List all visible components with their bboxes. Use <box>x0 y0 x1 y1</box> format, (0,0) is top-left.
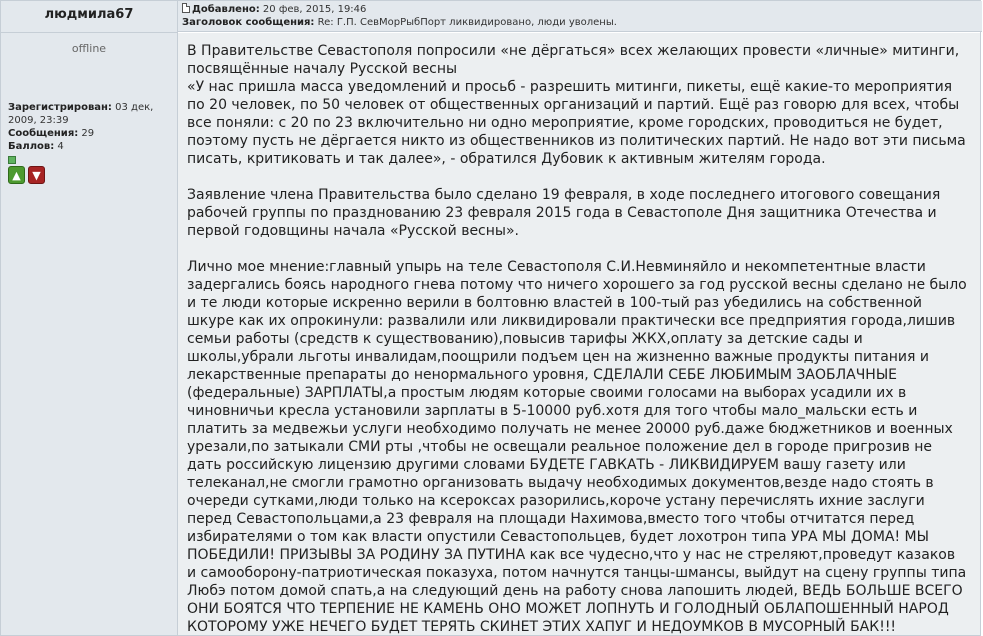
points-value: 4 <box>57 141 64 152</box>
registered-label: Зарегистрирован: <box>8 102 112 113</box>
post-paragraph: Лично мое мнение:главный упырь на теле Севастополя С.И.Невминяйло и некомпетентные власти задергались боясь народного гнева потому что ничего хорошего за год русской весны сделано не было и те люди которые искренно верили в болтовню властей в 100-тый раз убедились на собственной шкуре как их опрокинули: развалили или ликвидировали практически все предприятия города,лишив семьи работы (средств к существованию),повысив тарифы ЖКХ,оплату за детские сады и школы,убрали льготы инвалидам,поощрили подъем цен на жизненно важные продукты питания и лекарственные препараты до ненормального уровня, СДЕЛАЛИ СЕБЕ ЛЮБИМЫМ ЗАОБЛАЧНЫЕ (федеральные) ЗАРПЛАТЫ,а простым людям которые своими голосами на выборах усадили их в чиновничьи кресла установили зарплаты в 5-10000 руб.хотя для того чтобы мало_мальски есть и платить за медвежьи услуги необходимо получать не менее 20000 руб.даже бюджетников и военных урезали,по затыкали СМИ рты ,чтобы не освещали реальное положение дел в городе пригрозив не дать российскую лицензию другими словами БУДЕТЕ ГАВКАТЬ - ЛИКВИДИРУЕМ вашу газету или телеканал,не смогли грамотно организовать выдачу необходимых документов,везде надо стоять в очереди сутками,люди только на ксероксах разорились,короче устану перечислять ихние заслуги перед Севастопольцами,а 23 февраля на площади Нахимова,вместо того чтобы отчитатся перед избирателями о том как власти опустили Севастопольцев, будет лохотрон типа УРА МЫ ДОМА! МЫ ПОБЕДИЛИ! ПРИЗЫВЫ ЗА РОДИНУ ЗА ПУТИНА как все чудесно,что у нас не стреляют,проведут казаков и самооборону-патриотическая показуха, потом начнутся танцы-шмансы, выйдут на сцену группы типа Любэ потом домой спать,а на следующий день на работу снова лапошить людей, ВЕДЬ БОЛЬШЕ ВСЕГО ОНИ БОЯТСЯ ЧТО ТЕРПЕНИЕ НЕ КАМЕНЬ ОНО МОЖЕТ ЛОПНУТЬ И ГОЛОДНЫЙ ОБЛАПОШЕННЫЙ НАРОД КОТОРОМУ УЖЕ НЕЧЕГО БУДЕТ ТЕРЯТЬ СКИНЕТ ЭТИХ ХАПУГ И НЕДОУМКОВ В МУСОРНЫЙ БАК!!! <box>187 259 967 635</box>
points-row <box>8 140 168 153</box>
thumbs-up-icon[interactable]: ▲ <box>8 166 25 184</box>
post-author[interactable]: людмила67 <box>1 1 178 33</box>
thumbs-down-icon[interactable]: ▼ <box>28 166 45 184</box>
added-label: Добавлено: <box>192 4 260 15</box>
messages-value: 29 <box>81 128 95 139</box>
post-link-icon[interactable] <box>182 3 190 13</box>
post-paragraph: Заявление члена Правительства было сделано 19 февраля, в ходе последнего итогового совещания рабочей группы по празднованию 23 февраля 2015 года в Севастополе Дня защитника Отечества и первой годовщины начала «Русской весны». <box>187 187 941 239</box>
messages-row <box>8 127 168 140</box>
post-subject: Re: Г.П. СевМорРыбПорт ликвидировано, люди уволены. <box>317 17 617 28</box>
post-meta <box>178 1 982 32</box>
registered-value: 03 дек, 2009, 23:39 <box>8 102 154 126</box>
post-subject-line <box>182 16 982 29</box>
post-header <box>1 1 982 33</box>
post-paragraph: В Правительстве Севастополя попросили «не дёргаться» всех желающих провести «личные» митинги, посвящённые началу Русской весны «У нас пришла масса уведомлений и просьб - разрешить митинги, пикеты, ещё какие-то мероприятия по 20 человек, по 50 человек от общественных организаций и партий. Ещё раз говорю для всех, чтобы все поняли: с 20 по 23 включительно ни одно мероприятие, кроме городских, проводиться не будет, поэтому пусть не дёргается никто из общественников из политических партий. Не надо вот эти письма писать, критиковать и так далее», - обратился Дубовик к активным жителям города. <box>187 43 966 167</box>
profile-details <box>8 101 168 186</box>
post-date: 20 фев, 2015, 19:46 <box>262 4 367 15</box>
registered-row <box>8 101 168 127</box>
vote-buttons <box>8 166 168 186</box>
points-label: Баллов: <box>8 141 55 152</box>
subject-label: Заголовок сообщения: <box>182 17 315 28</box>
post-body <box>178 33 980 635</box>
author-profile <box>1 33 178 635</box>
post-date-line <box>182 3 982 16</box>
messages-label: Сообщения: <box>8 128 79 139</box>
online-status: offline <box>71 42 107 55</box>
reputation-indicator-icon <box>8 156 16 164</box>
